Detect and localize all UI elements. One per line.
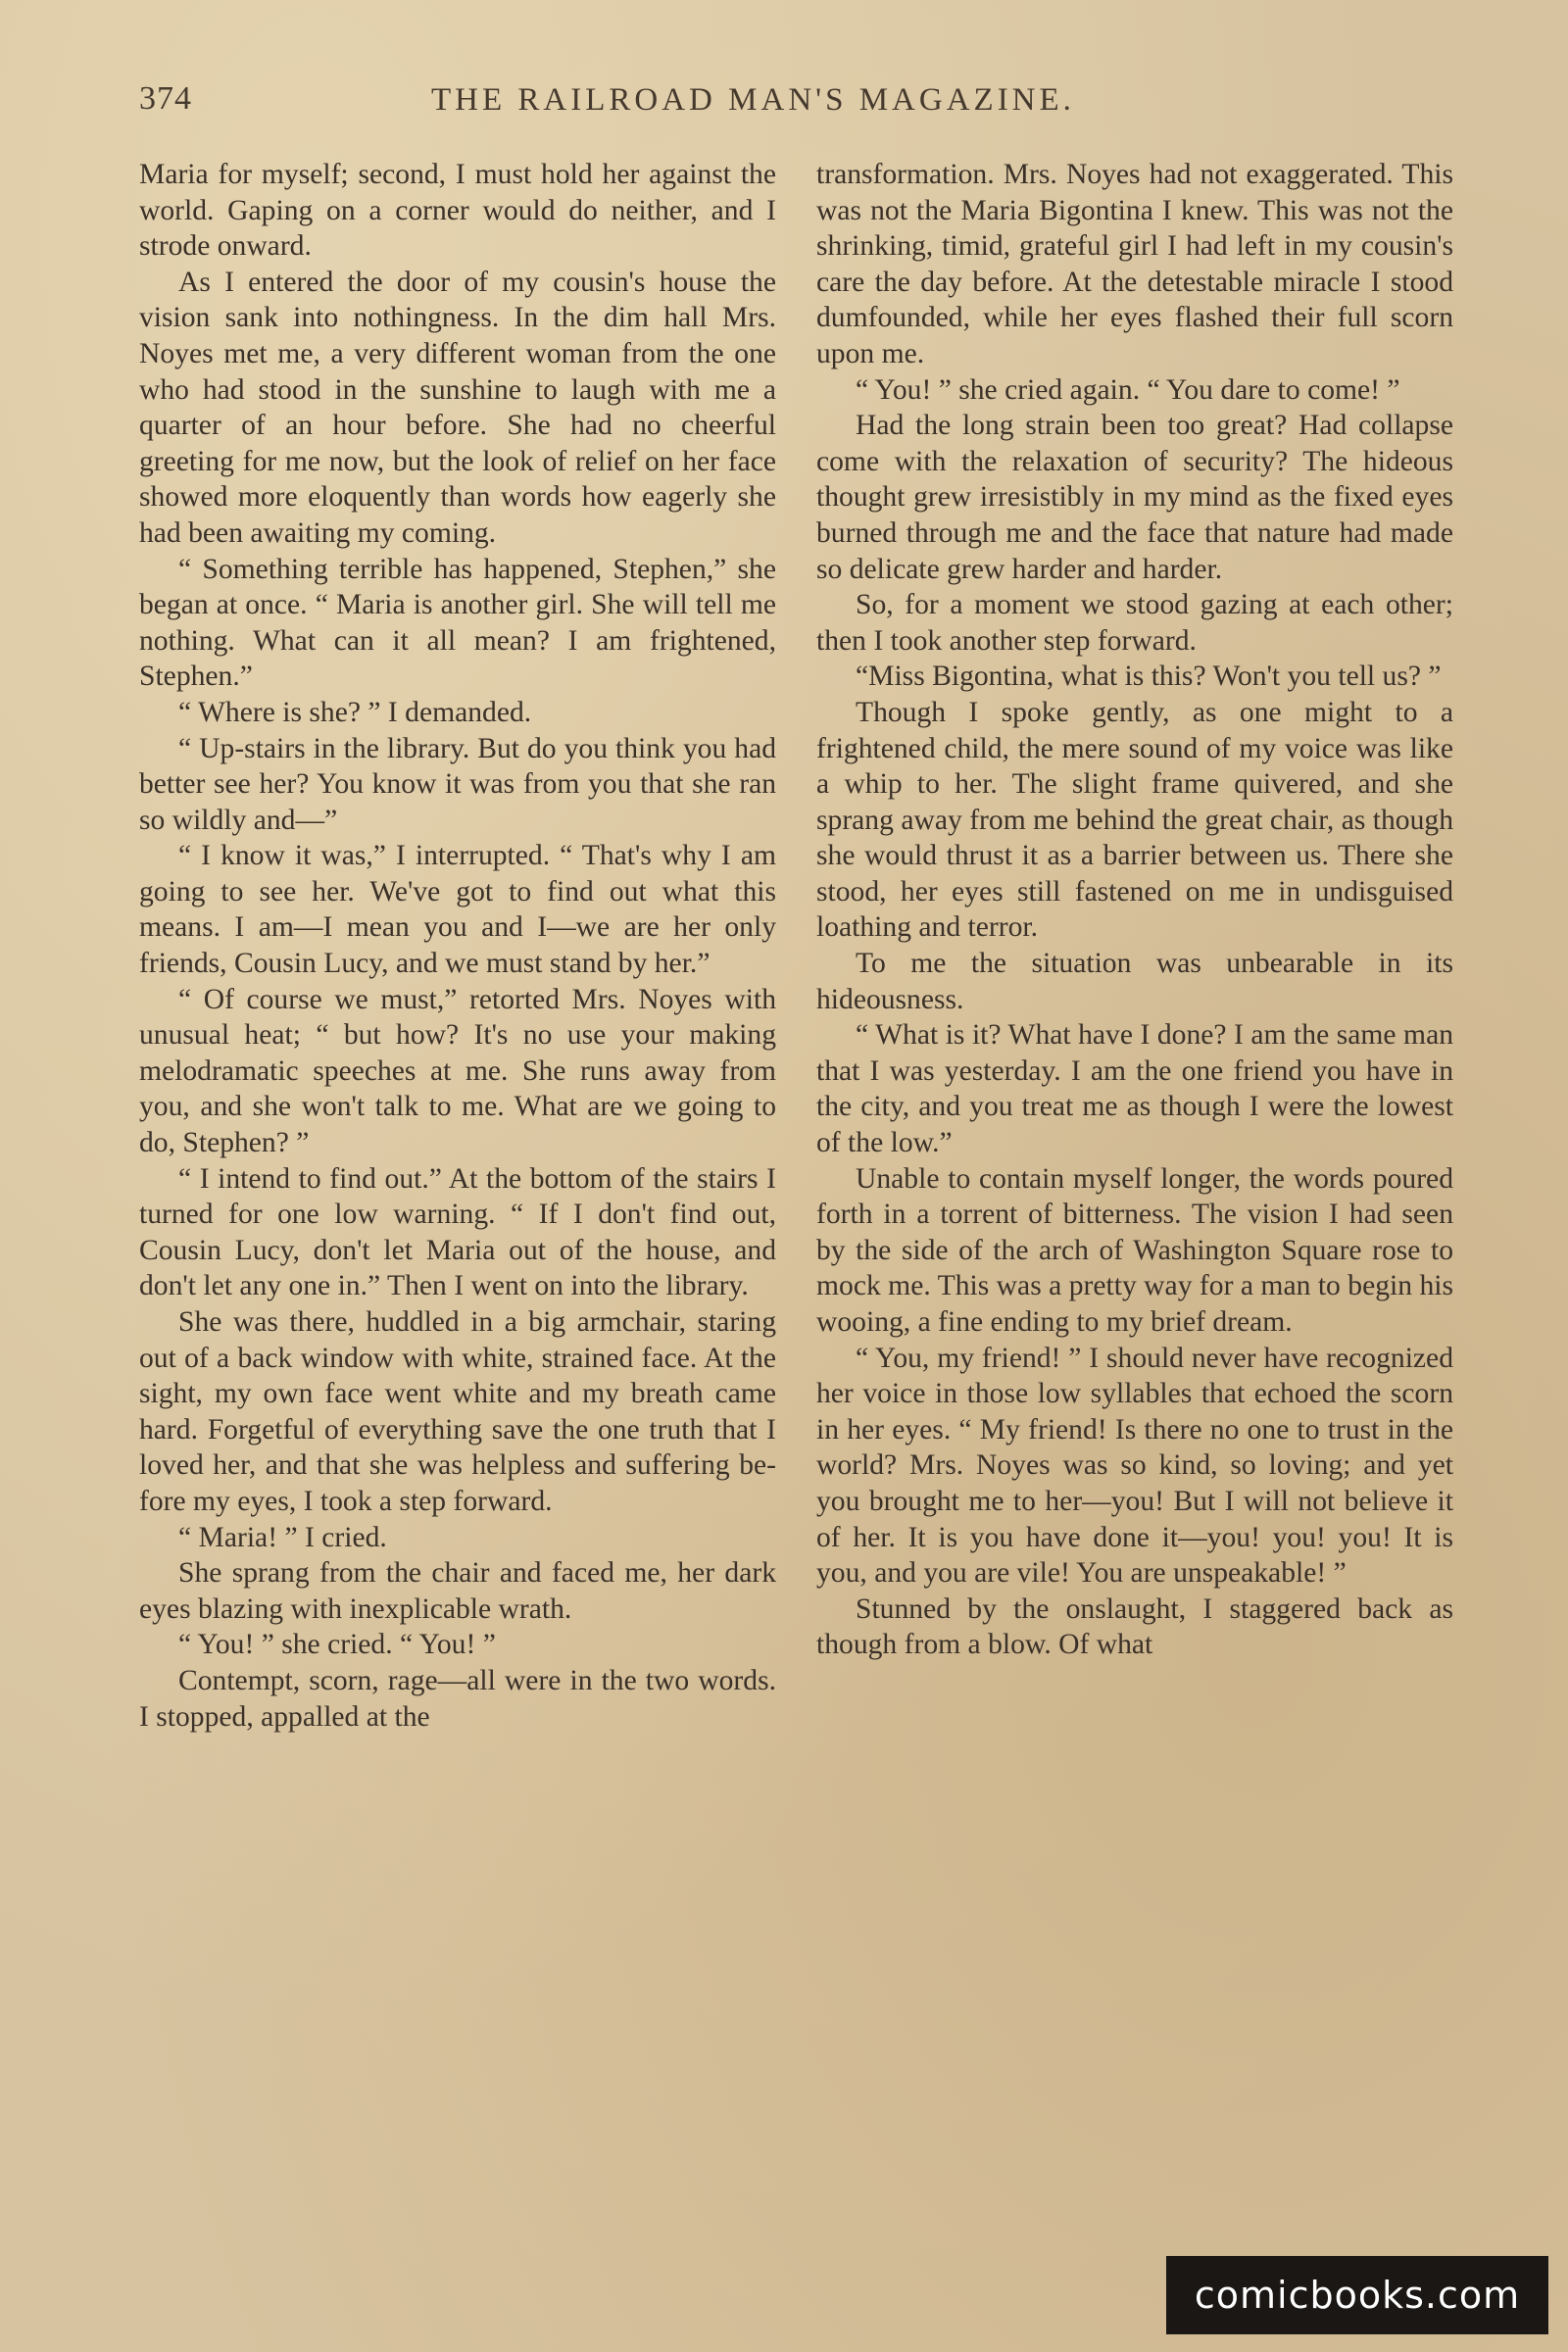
paragraph: “ Where is she? ” I demanded. (178, 696, 532, 728)
paragraph: transformation. Mrs. Noyes had not exaggerated. This was not the Maria Bigontina I knew. This was not the shrinking, timid, grateful girl I had left in my cousin's care the day before. At the detestable miracle I stood dumfounded, while her eyes flashed their full scorn upon me. (816, 159, 1453, 369)
running-title: THE RAILROAD MAN'S MAGAZINE. (431, 82, 1075, 118)
watermark: comicbooks.com (1194, 2274, 1521, 2317)
watermark-box (1166, 2256, 1548, 2334)
paragraph: “ You! ” she cried. “ You! ” (178, 1629, 496, 1661)
left-text-column (139, 157, 776, 1735)
paragraph: As I entered the door of my cousin's house the vision sank into nothingness. In the dim hall Mrs. Noyes met me, a very different woman from the one who had stood in the sunshine to laugh with me a quarter of an hour before. She had no cheerful greeting for me now, but the look of relief on her face showed more eloquently than words how eagerly she had been awaiting my coming. (139, 266, 776, 549)
paragraph: She was there, huddled in a big armchair, staring out of a back window with white, strained face. At the sight, my own face went white and my breath came hard. Forgetful of everything save the one truth that I loved her, and that she was helpless and suffering before my eyes, I took a step forward. (139, 1306, 776, 1517)
paragraph: “ You! ” she cried again. “ You dare to come! ” (856, 373, 1400, 406)
paragraph: Unable to contain myself longer, the words poured forth in a torrent of bitterness. The vision I had seen by the side of the arch of Washington Square rose to mock me. This was a pretty way for a man to begin his wooing, a fine ending to my brief dream. (816, 1162, 1453, 1338)
page-number: 374 (139, 80, 192, 117)
paragraph: Had the long strain been too great? Had collapse come with the relaxation of security? The hideous thought grew irresistibly in my mind as the fixed eyes burned through me and the face that nature had made so delicate grew harder and harder. (816, 410, 1453, 585)
paragraph: Stunned by the onslaught, I staggered back as though from a blow. Of what (816, 1592, 1453, 1661)
paragraph: To me the situation was unbearable in its hideousness. (816, 948, 1453, 1015)
paragraph: Though I spoke gently, as one might to a frightened child, the mere sound of my voice was like a whip to her. The slight frame quivered, and she sprang away from me behind the great chair, as though she would thrust it as a barrier between us. There she stood, her eyes still fastened on me in undisguised loathing and terror. (816, 696, 1453, 944)
paragraph: “ Up-stairs in the library. But do you think you had better see her? You know it was from you that she ran so wildly and—” (139, 732, 776, 836)
paragraph: “ What is it? What have I done? I am the same man that I was yesterday. I am the one friend you have in the city, and you treat me as though I were the lowest of the low.” (816, 1019, 1453, 1159)
paragraph: “Miss Bigontina, what is this? Won't you tell us? ” (856, 661, 1442, 693)
paragraph: “ Something terrible has happened, Stephen,” she began at once. “ Maria is another girl. She will tell me nothing. What can it all mean? I am frightened, Stephen.” (139, 553, 776, 693)
paragraph: “ You, my friend! ” I should never have recognized her voice in those low syllables that echoed the scorn in her eyes. “ My friend! Is there no one to trust in the world? Mrs. Noyes was so kind, so loving; and yet you brought me to her—you! But I will not believe it of her. It is you have done it—you! you! you! It is you, and you are vile! You are unspeakable! ” (816, 1342, 1453, 1590)
paragraph: Contempt, scorn, rage—all were in the two words. I stopped, appalled at the (139, 1664, 776, 1733)
paragraph: “ I intend to find out.” At the bottom of the stairs I turned for one low warning. “ If I don't find out, Cousin Lucy, don't let Maria out of the house, and don't let any one in.” Then I went on into the library. (139, 1162, 776, 1302)
paragraph: “ Of course we must,” retorted Mrs. Noyes with unusual heat; “ but how? It's no use your making melodramatic speeches at me. She runs away from you, and she won't talk to me. What are we going to do, Stephen? ” (139, 983, 776, 1159)
paragraph: Maria for myself; second, I must hold her against the world. Gaping on a corner would do neither, and I strode onward. (139, 159, 776, 263)
paragraph: “ Maria! ” I cried. (178, 1521, 387, 1553)
right-text-column (816, 157, 1453, 1663)
paragraph: So, for a moment we stood gazing at each other; then I took another step forward. (816, 589, 1453, 657)
paragraph: “ I know it was,” I interrupted. “ That's why I am going to see her. We've got to find out what this means. I am—I mean you and I—we are her only friends, Cousin Lucy, and we must stand by her.” (139, 840, 776, 980)
paragraph: She sprang from the chair and faced me, her dark eyes blazing with inexplicable wrath. (139, 1557, 776, 1625)
